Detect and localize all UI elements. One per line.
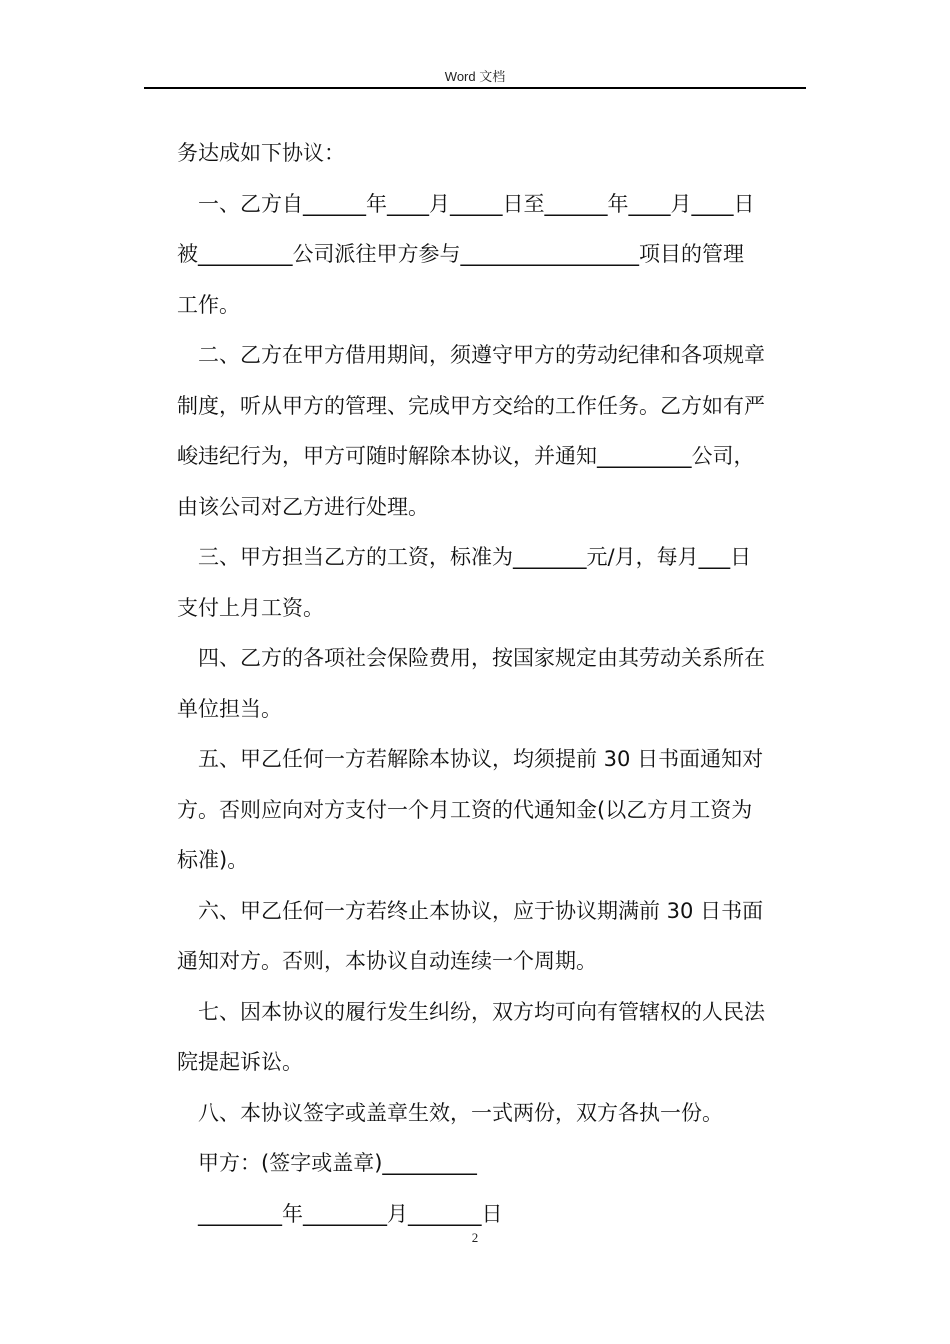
date-line: ________年________月_______日: [198, 1201, 503, 1226]
paragraph-line: 二、乙方在甲方借用期间，须遵守甲方的劳动纪律和各项规章: [198, 343, 765, 367]
paragraph-line: 方。否则应向对方支付一个月工资的代通知金(以乙方月工资为: [177, 797, 753, 822]
paragraph-line: 一、乙方自______年____月_____日至______年____月____日: [198, 191, 755, 216]
paragraph-line: 单位担当。: [177, 696, 282, 721]
paragraph-line: 七、因本协议的履行发生纠纷，双方均可向有管辖权的人民法: [198, 999, 765, 1024]
paragraph-line: 五、甲乙任何一方若解除本协议，均须提前 30 日书面通知对: [198, 747, 764, 771]
paragraph-line: 务达成如下协议：: [177, 141, 345, 165]
signature-line: 甲方：(签字或盖章)_________: [198, 1151, 477, 1175]
paragraph-line: 院提起诉讼。: [177, 1050, 303, 1074]
paragraph-line: 通知对方。否则，本协议自动连续一个周期。: [177, 949, 597, 973]
paragraph-line: 八、本协议签字或盖章生效，一式两份，双方各执一份。: [198, 1100, 723, 1125]
paragraph-line: 六、甲乙任何一方若终止本协议，应于协议期满前 30 日书面: [198, 898, 764, 923]
paragraph-line: 四、乙方的各项社会保险费用，按国家规定由其劳动关系所在: [198, 646, 765, 670]
paragraph-line: 制度，听从甲方的管理、完成甲方交给的工作任务。乙方如有严: [177, 393, 765, 418]
paragraph-line: 三、甲方担当乙方的工资，标准为_______元/月，每月___日: [198, 545, 752, 569]
page-number: 2: [471, 1230, 479, 1245]
paragraph-line: 峻违纪行为，甲方可随时解除本协议，并通知_________公司，: [177, 444, 755, 468]
document-body: [177, 128, 807, 1239]
header-divider: [144, 87, 806, 89]
paragraph-line: 标准)。: [177, 848, 249, 872]
paragraph-line: 由该公司对乙方进行处理。: [177, 494, 429, 519]
paragraph-line: 被_________公司派往甲方参与_________________项目的管理: [177, 242, 744, 266]
paragraph-line: 工作。: [177, 292, 240, 317]
page-header: Word 文档: [444, 69, 506, 84]
paragraph-line: 支付上月工资。: [177, 595, 324, 620]
